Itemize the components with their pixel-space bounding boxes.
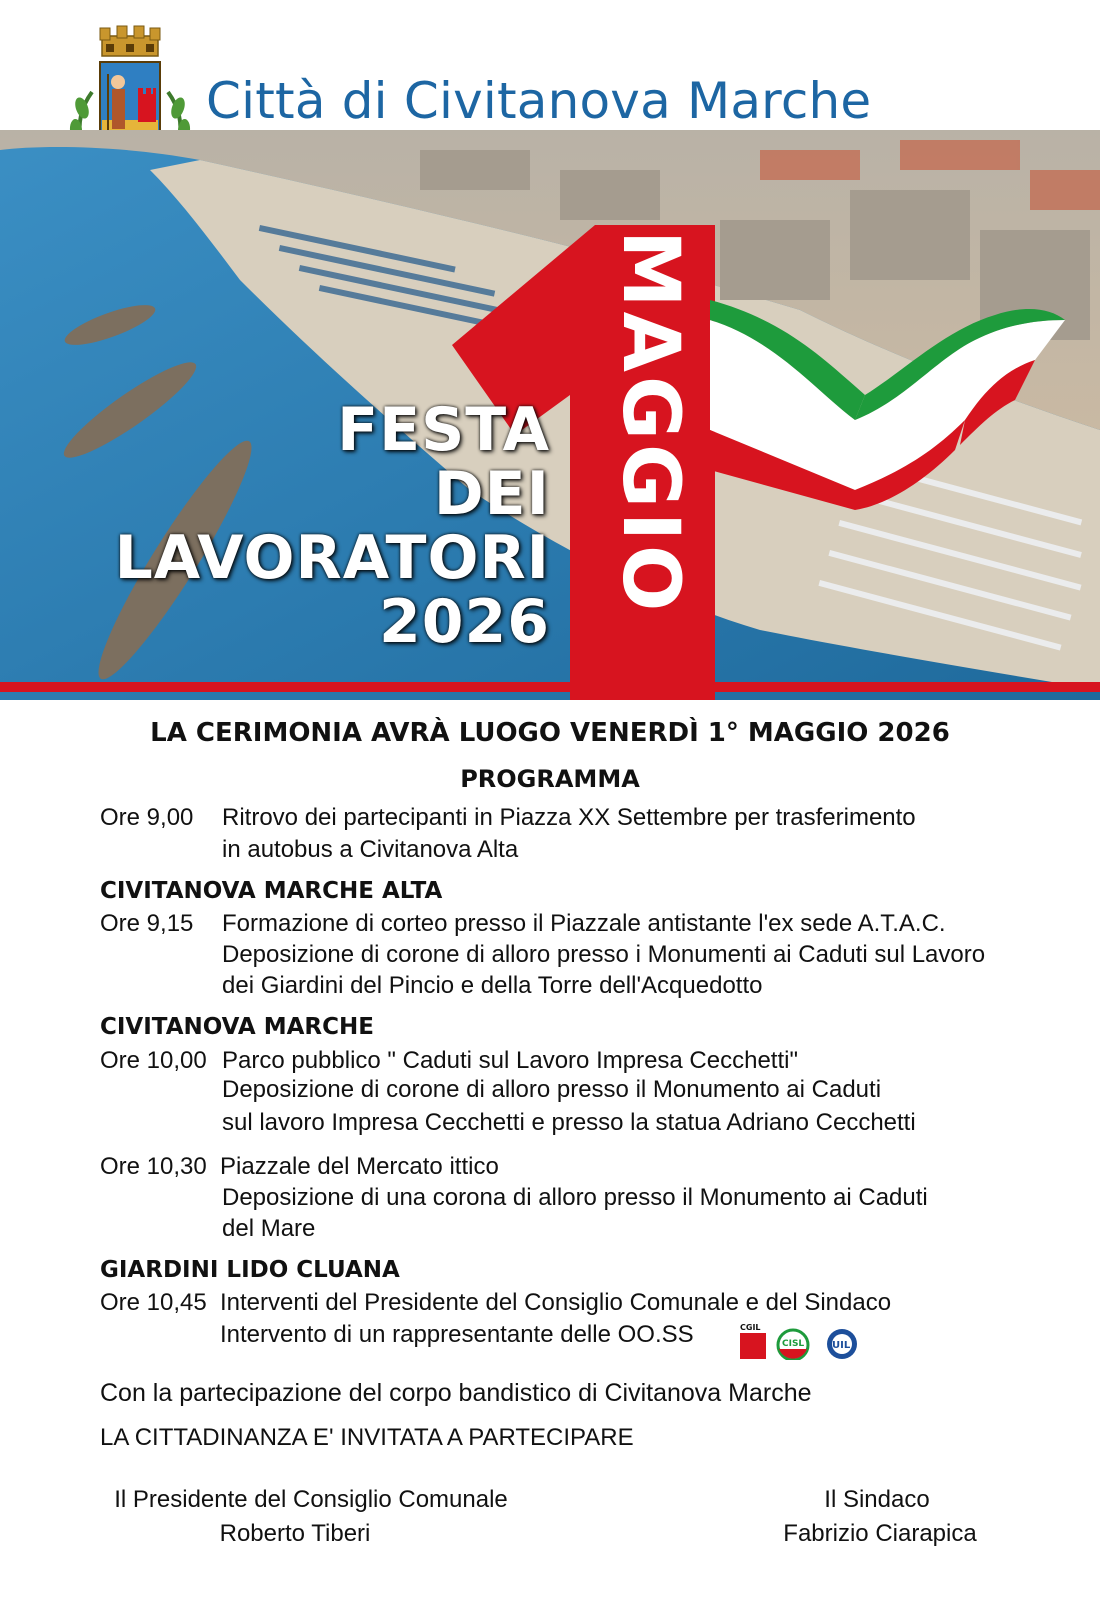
program-line: del Mare (222, 1215, 316, 1242)
signature-name: Roberto Tiberi (219, 1520, 371, 1547)
program-line: Piazzale del Mercato ittico (220, 1153, 499, 1180)
ceremony-date: LA CERIMONIA AVRÀ LUOGO VENERDÌ 1° MAGGIO 2026 (150, 718, 950, 748)
festa-line: DEI (433, 459, 550, 529)
program-line: Intervento di un rappresentante delle OO.SS (220, 1321, 694, 1348)
festa-line: FESTA (337, 395, 550, 465)
program-line: sul lavoro Impresa Cecchetti e presso la statua Adriano Cecchetti (222, 1109, 916, 1136)
program-line: Interventi del Presidente del Consiglio Comunale e del Sindaco (220, 1289, 892, 1316)
cgil-label: CGIL (740, 1323, 761, 1332)
program-line: Formazione di corteo presso il Piazzale antistante l'ex sede A.T.A.C. (222, 910, 946, 937)
program-line: Ritrovo dei partecipanti in Piazza XX Settembre per trasferimento (222, 804, 916, 831)
time-label: Ore 10,45 (100, 1289, 207, 1316)
program-line: Parco pubblico " Caduti sul Lavoro Impresa Cecchetti" (222, 1047, 798, 1074)
time-label: Ore 10,00 (100, 1047, 207, 1074)
festa-dei-lavoratori-title (20, 395, 550, 657)
uil-label: UIL (832, 1340, 851, 1351)
time-label: Ore 10,30 (100, 1153, 207, 1180)
section-heading: GIARDINI LIDO CLUANA (100, 1257, 400, 1283)
program-line: Deposizione di corone di alloro presso i Monumenti ai Caduti sul Lavoro (222, 941, 986, 968)
program-line: in autobus a Civitanova Alta (222, 836, 519, 863)
uil-logo-icon (827, 1329, 857, 1359)
signature-name: Fabrizio Ciarapica (783, 1520, 977, 1547)
page-title: Città di Civitanova Marche (206, 72, 872, 130)
section-heading: CIVITANOVA MARCHE ALTA (100, 878, 443, 904)
hero-banner (0, 130, 1100, 700)
time-label: Ore 9,15 (100, 910, 194, 937)
signature-title: Il Sindaco (824, 1486, 930, 1513)
section-heading: CIVITANOVA MARCHE (100, 1014, 374, 1040)
cisl-logo-icon (778, 1330, 808, 1360)
maggio-vertical-text: MAGGIO (605, 230, 695, 616)
cgil-logo-icon (740, 1323, 766, 1359)
program-line: Deposizione di una corona di alloro presso il Monumento ai Caduti (222, 1184, 928, 1211)
union-logos (738, 1322, 868, 1360)
festa-line: 2026 (379, 587, 550, 657)
italian-flag-ribbon (705, 300, 1075, 510)
cisl-label: CISL (782, 1339, 805, 1349)
program-line: dei Giardini del Pincio e della Torre dell'Acquedotto (222, 972, 763, 999)
program-line: Deposizione di corone di alloro presso il Monumento ai Caduti (222, 1076, 882, 1103)
red-divider (0, 682, 1100, 692)
festa-line: LAVORATORI (114, 523, 550, 593)
signature-title: Il Presidente del Consiglio Comunale (114, 1486, 508, 1513)
time-label: Ore 9,00 (100, 804, 194, 831)
programma-heading: PROGRAMMA (460, 765, 640, 793)
invite-text: LA CITTADINANZA E' INVITATA A PARTECIPARE (100, 1424, 634, 1451)
band-note: Con la partecipazione del corpo bandistico di Civitanova Marche (100, 1379, 812, 1407)
